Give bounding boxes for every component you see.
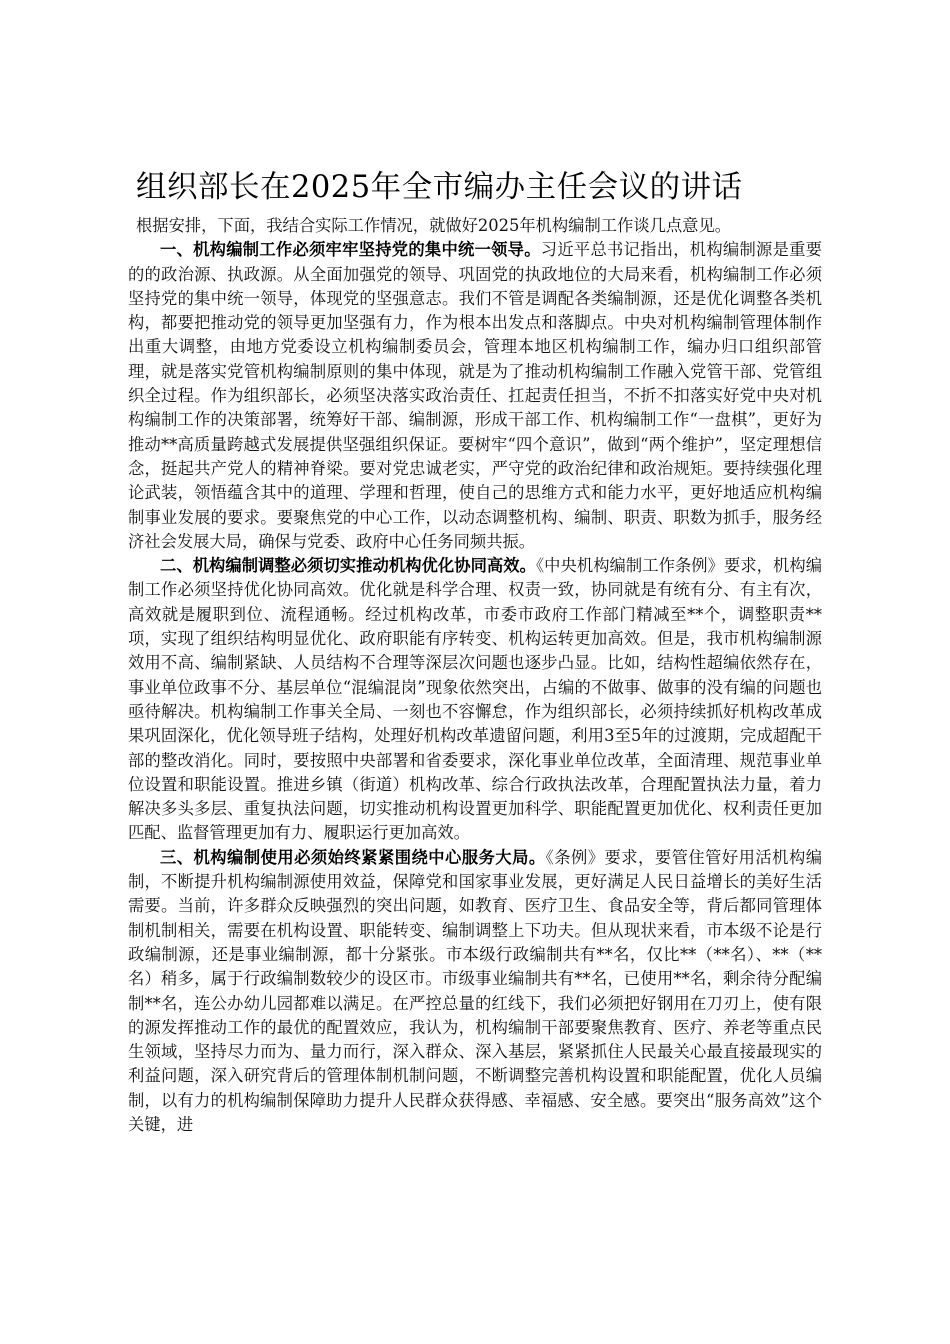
section-1-heading: 一、机构编制工作必须牢牢坚持党的集中统一领导。: [160, 240, 541, 260]
section-2-paragraph: [128, 554, 822, 846]
section-3-paragraph: [128, 846, 822, 1138]
section-3-heading: 三、机构编制使用必须始终紧紧围绕中心服务大局。: [160, 847, 546, 867]
section-3-body: 《条例》要求，要管住管好用活机构编制，不断提升机构编制源使用效益，保障党和国家事业发展，更好满足人民日益增长的美好生活需要。当前，许多群众反映强烈的突出问题，如教育、医疗卫生、食品安全等，背后都同管理体制机制相关，需要在机构设置、职能转变、编制调整上下功夫。但从现状来看，市本级不论是行政编制源，还是事业编制源，都十分紧张。市本级行政编制共有**名，仅比**（**名）、**（**名）稍多，属于行政编制数较少的设区市。市级事业编制共有**名，已使用**名，剩余待分配编制**名，连公办幼儿园都难以满足。在严控总量的红线下，我们必须把好钢用在刀刃上，使有限的源发挥推动工作的最优的配置效应，我认为，机构编制干部要聚焦教育、医疗、养老等重点民生领域，坚持尽力而为、量力而行，深入群众、深入基层，紧紧抓住人民最关心最直接最现实的利益问题，深入研究背后的管理体制机制问题，不断调整完善机构设置和职能配置，优化人员编制，以有力的机构编制保障助力提升人民群众获得感、幸福感、安全感。要突出“服务高效”这个关键，进: [128, 847, 822, 1134]
document-title: 组织部长在2025年全市编办主任会议的讲话: [136, 170, 743, 205]
section-2-heading: 二、机构编制调整必须切实推动机构优化协同高效。: [160, 556, 536, 576]
intro-paragraph: 根据安排，下面，我结合实际工作情况，就做好2025年机构编制工作谈几点意见。: [136, 216, 732, 235]
section-1-paragraph: [128, 238, 822, 554]
section-2-body: 《中央机构编制工作条例》要求，机构编制工作必须坚持优化协同高效。优化就是科学合理、权责一致，协同就是有统有分、有主有次，高效就是履职到位、流程通畅。经过机构改革，市委市政府工作部门精减至**个，调整职责**项，实现了组织结构明显优化、政府职能有序转变、机构运转更加高效。但是，我市机构编制源效用不高、编制紧缺、人员结构不合理等深层次问题也逐步凸显。比如，结构性超编依然存在，事业单位政事不分、基层单位“混编混岗”现象依然突出，占编的不做事、做事的没有编的问题也亟待解决。机构编制工作事关全局、一刻也不容懈怠，作为组织部长，必须持续抓好机构改革成果巩固深化，优化领导班子结构，处理好机构改革遗留问题，利用3至5年的过渡期，完成超配干部的整改消化。同时，要按照中央部署和省委要求，深化事业单位改革，全面清理、规范事业单位设置和职能设置。推进乡镇（街道）机构改革、综合行政执法改革，合理配置执法力量，着力解决多头多层、重复执法问题，切实推动机构设置更加科学、职能配置更加优化、权利责任更加匹配、监督管理更加有力、履职运行更加高效。: [128, 556, 822, 843]
document-page: [128, 168, 822, 1137]
section-1-body: 习近平总书记指出，机构编制源是重要的的政治源、执政源。从全面加强党的领导、巩固党的执政地位的大局来看，机构编制工作必须坚持党的集中统一领导，体现党的坚强意志。我们不管是调配各类编制源，还是优化调整各类机构，都要把推动党的领导更加坚强有力，作为根本出发点和落脚点。中央对机构编制管理体制作出重大调整，由地方党委设立机构编制委员会，管理本地区机构编制工作，编办归口组织部管理，就是落实党管机构编制原则的集中体现，就是为了推动机构编制工作融入党管干部、党管组织全过程。作为组织部长，必须坚决落实政治责任、扛起责任担当，不折不扣落实好党中央对机构编制工作的决策部署，统筹好干部、编制源，形成干部工作、机构编制工作“一盘棋”，更好为推动**高质量跨越式发展提供坚强组织保证。要树牢“四个意识”，做到“两个维护”，坚定理想信念，挺起共产党人的精神脊梁。要对党忠诚老实，严守党的政治纪律和政治规矩。要持续强化理论武装，领悟蕴含其中的道理、学理和哲理，使自己的思维方式和能力水平，更好地适应机构编制事业发展的要求。要聚焦党的中心工作，以动态调整机构、编制、职责、职数为抓手，服务经济社会发展大局，确保与党委、政府中心任务同频共振。: [128, 240, 822, 551]
